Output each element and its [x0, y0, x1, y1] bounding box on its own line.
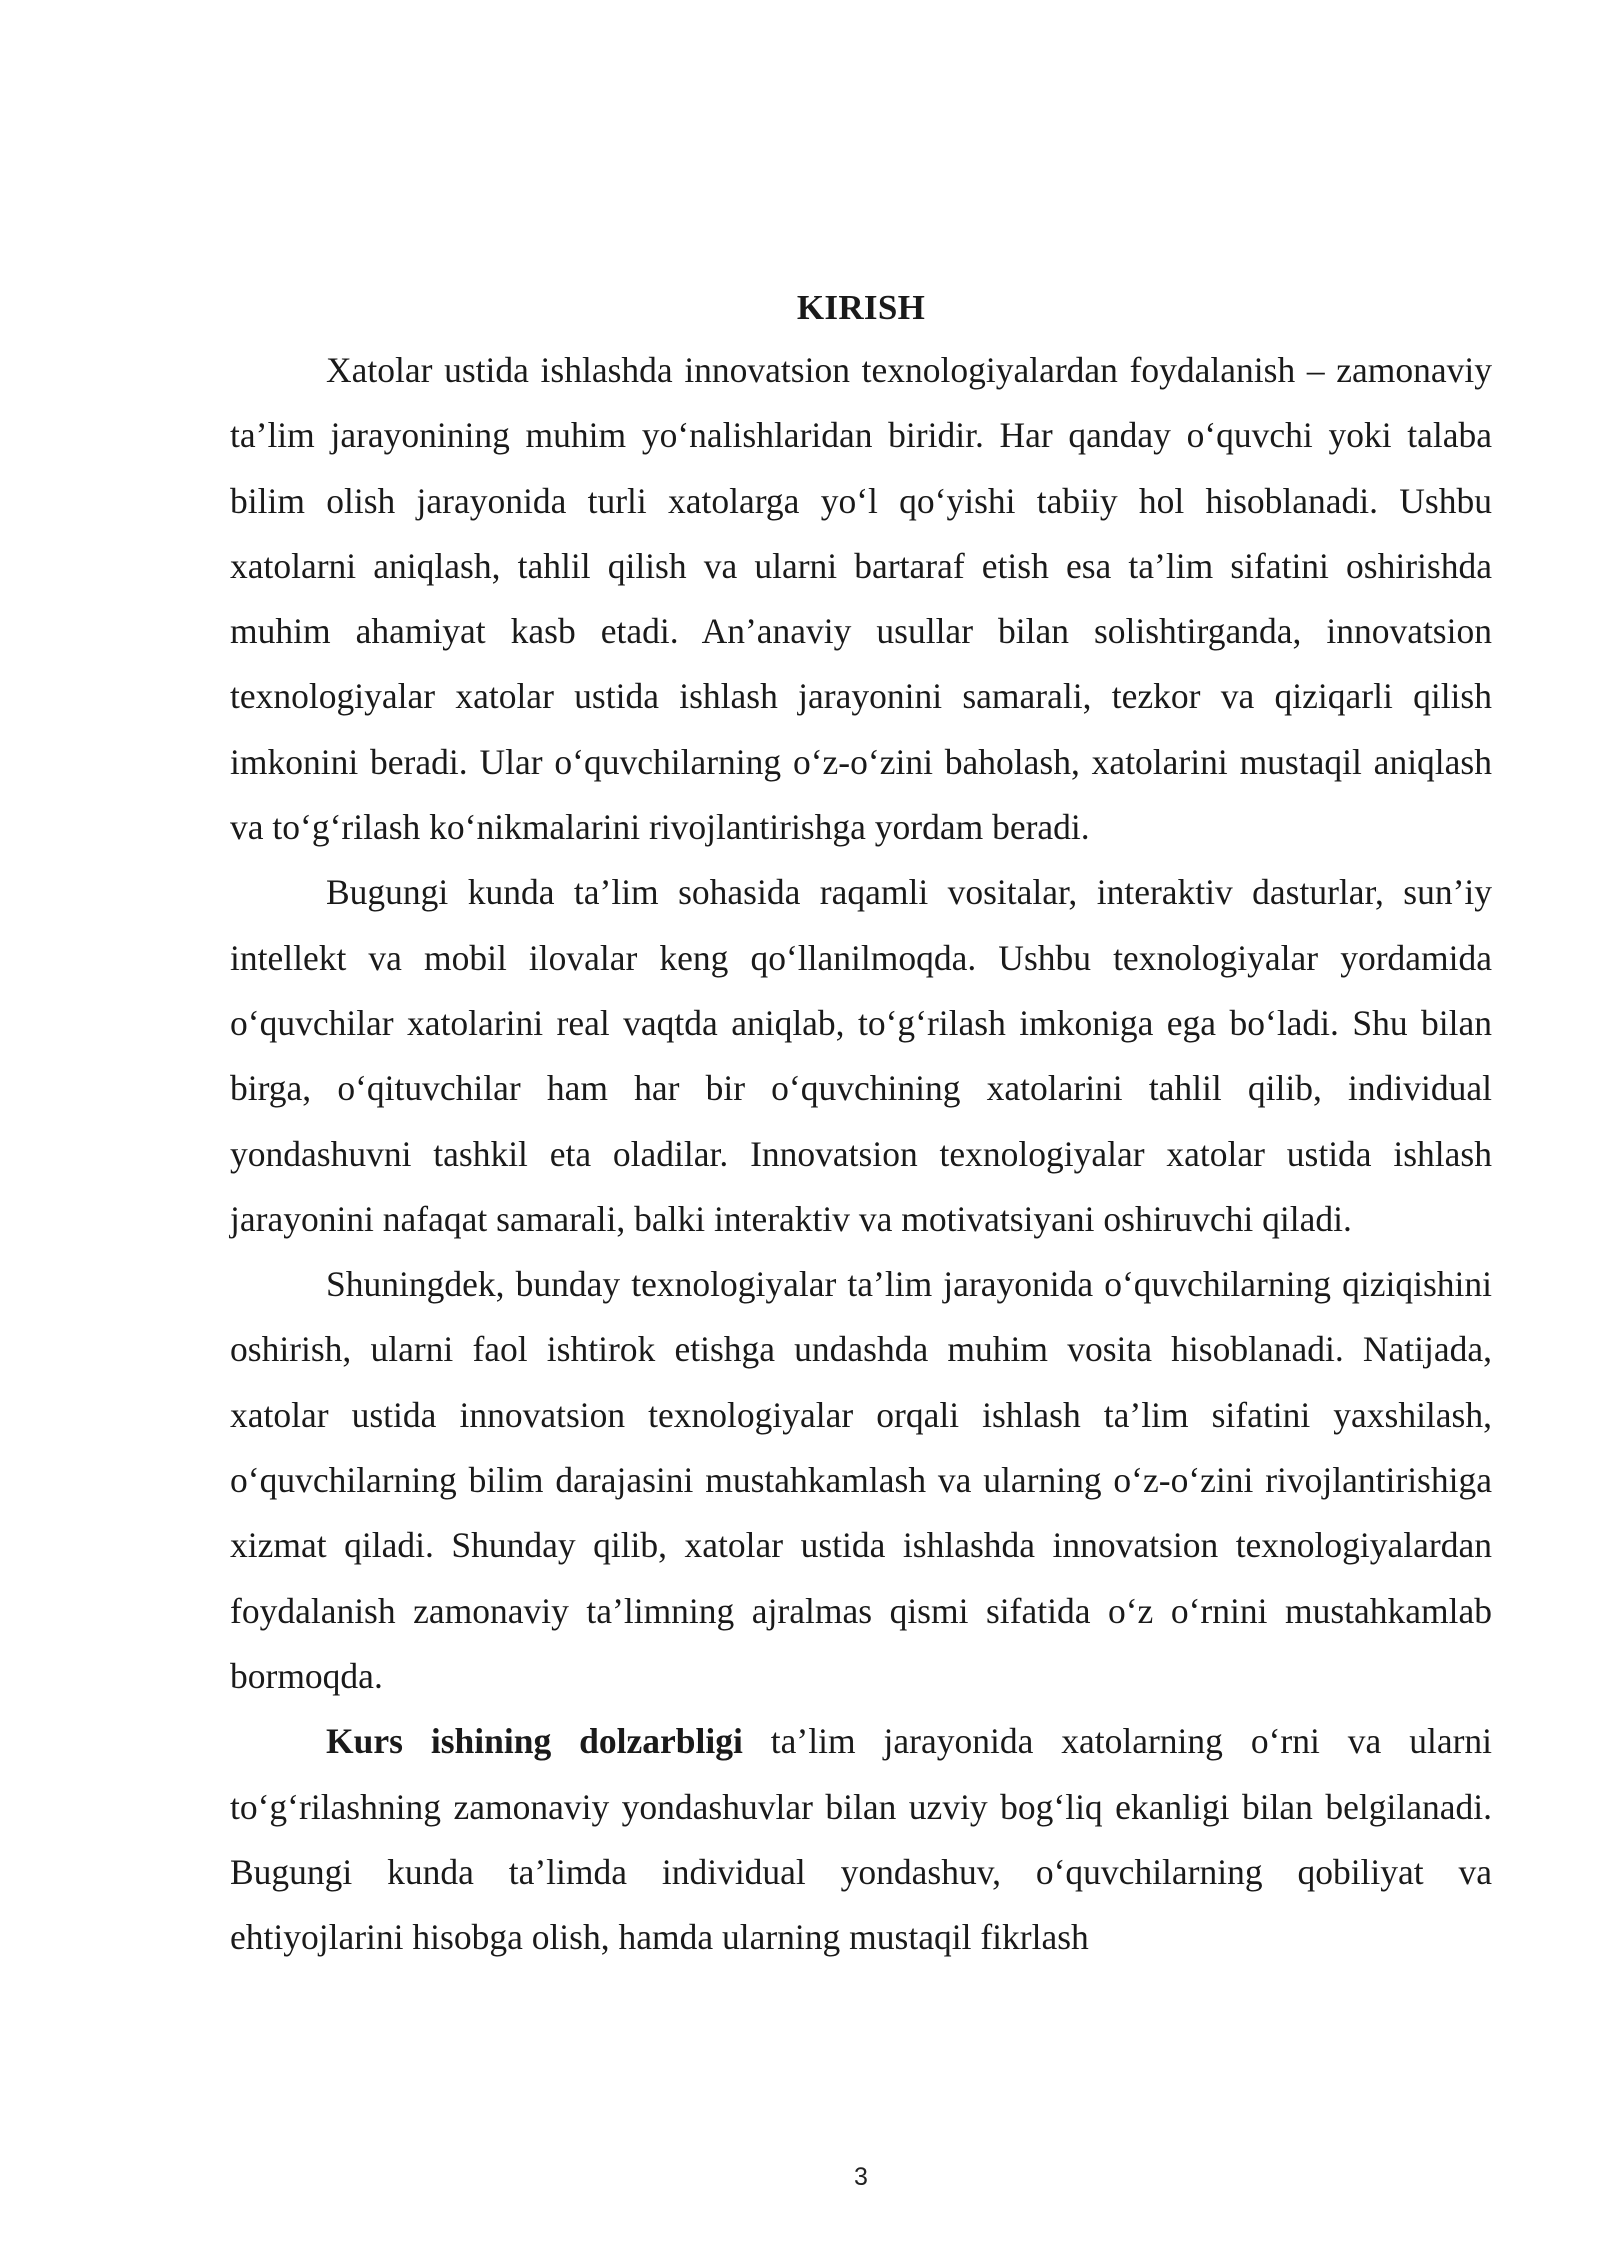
paragraph-bold-lead: Kurs ishining dolzarbligi	[326, 1721, 743, 1762]
paragraph-relevance	[230, 1709, 1492, 1970]
page-number: 3	[854, 2163, 868, 2191]
paragraph-text: Shuningdek, bunday texnologiyalar ta’lim jarayonida o‘quvchilarning qiziqishini oshirish, ularni faol ishtirok etishga undashda muhim vosita hisoblanadi. Natijada, xatolar ustida innovatsion texnologiyalar orqali ishlash ta’lim sifatini yaxshilash, o‘quvchilarning bilim darajasini mustahkamlash va ularning o‘z-o‘zini rivojlantirishiga xizmat qiladi. Shunday qilib, xatolar ustida ishlashda innovatsion texnologiyalardan foydalanish zamonaviy ta’limning ajralmas qismi sifatida o‘z o‘rnini mustahkamlab bormoqda.	[230, 1264, 1492, 1696]
paragraph-intro	[230, 338, 1492, 860]
paragraph-text: Xatolar ustida ishlashda innovatsion texnologiyalardan foydalanish – zamonaviy ta’lim jarayonining muhim yo‘nalishlaridan biridir. Har qanday o‘quvchi yoki talaba bilim olish jarayonida turli xatolarga yo‘l qo‘yishi tabiiy hol hisoblanadi. Ushbu xatolarni aniqlash, tahlil qilish va ularni bartaraf etish esa ta’lim sifatini oshirishda muhim ahamiyat kasb etadi. An’anaviy usullar bilan solishtirganda, innovatsion texnologiyalar xatolar ustida ishlash jarayonini samarali, tezkor va qiziqarli qilish imkonini beradi. Ular o‘quvchilarning o‘z-o‘zini baholash, xatolarini mustaqil aniqlash va to‘g‘rilash ko‘nikmalarini rivojlantirishga yordam beradi.	[230, 350, 1492, 848]
document-body	[230, 278, 1492, 1970]
paragraph-text: ta’lim jarayonida xatolarning o‘rni va ularni to‘g‘rilashning zamonaviy yondashuvlar bilan uzviy bog‘liq ekanligi bilan belgilanadi. Bugungi kunda ta’limda individual yondashuv, o‘quvchilarning qobiliyat va ehtiyojlarini hisobga olish, hamda ularning mustaqil fikrlash	[230, 1721, 1493, 1958]
paragraph-conclusion	[230, 1252, 1492, 1709]
paragraph-digital-tools	[230, 860, 1492, 1252]
paragraph-text: Bugungi kunda ta’lim sohasida raqamli vositalar, interaktiv dasturlar, sun’iy intellekt va mobil ilovalar keng qo‘llanilmoqda. Ushbu texnologiyalar yordamida o‘quvchilar xatolarini real vaqtda aniqlab, to‘g‘rilash imkoniga ega bo‘ladi. Shu bilan birga, o‘qituvchilar ham har bir o‘quvchining xatolarini tahlil qilib, individual yondashuvni tashkil eta oladilar. Innovatsion texnologiyalar xatolar ustida ishlash jarayonini nafaqat samarali, balki interaktiv va motivatsiyani oshiruvchi qiladi.	[230, 872, 1492, 1239]
page-title: KIRISH	[796, 288, 926, 327]
